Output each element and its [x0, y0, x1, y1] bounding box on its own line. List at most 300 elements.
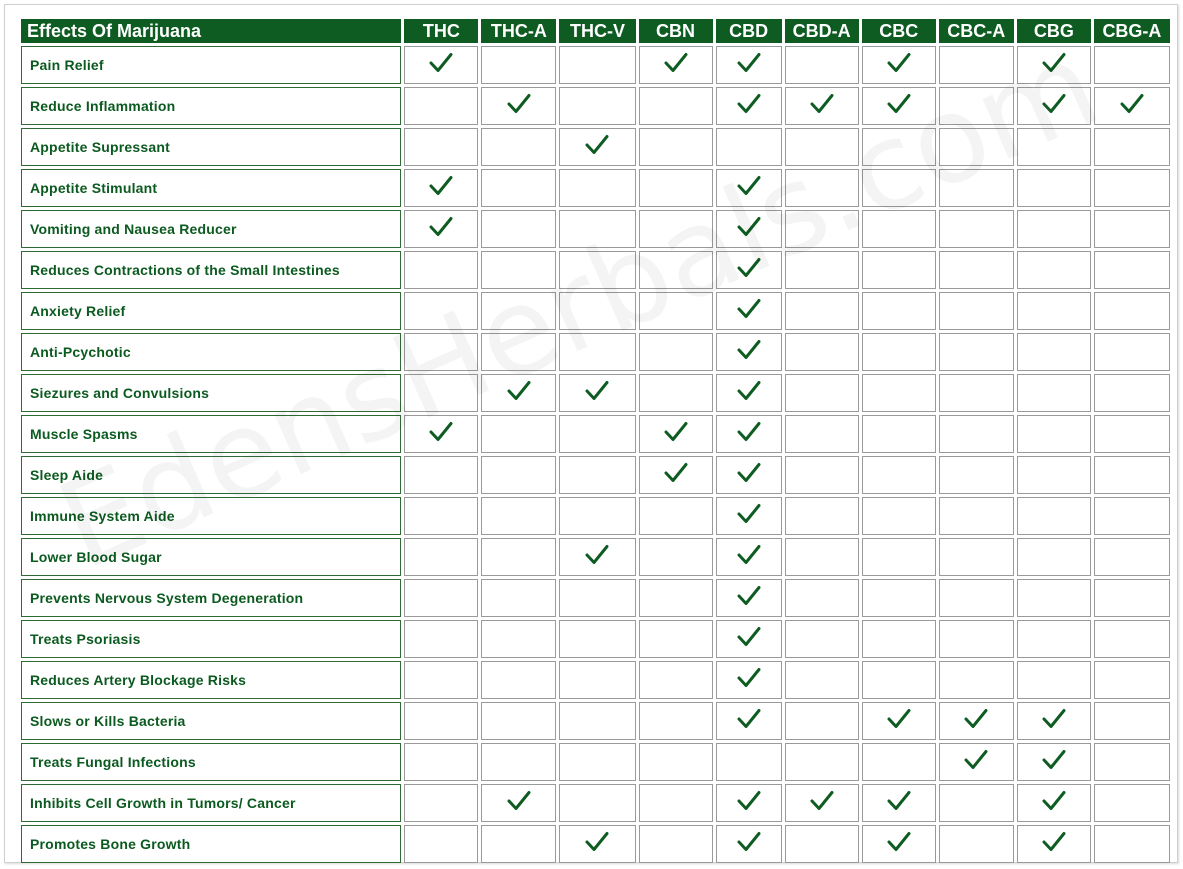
checkmark-icon — [664, 421, 688, 443]
table-cell — [639, 579, 713, 617]
table-cell — [716, 456, 782, 494]
table-cell — [862, 661, 936, 699]
checkmark-icon — [664, 52, 688, 74]
table-cell — [481, 169, 556, 207]
table-row — [21, 579, 1170, 617]
table-cell — [559, 292, 635, 330]
table-cell — [559, 497, 635, 535]
table-cell — [785, 169, 859, 207]
table-cell — [1017, 702, 1091, 740]
checkmark-icon — [887, 831, 911, 853]
table-cell — [559, 87, 635, 125]
table-cell — [716, 333, 782, 371]
table-cell — [716, 702, 782, 740]
table-cell — [1017, 169, 1091, 207]
table-cell — [404, 538, 478, 576]
table-cell — [404, 415, 478, 453]
checkmark-icon — [1042, 749, 1066, 771]
table-cell — [785, 87, 859, 125]
table-cell — [404, 784, 478, 822]
table-row — [21, 620, 1170, 658]
table-cell — [862, 579, 936, 617]
table-cell — [404, 456, 478, 494]
table-row — [21, 46, 1170, 84]
column-header-thc: THC — [404, 19, 478, 43]
checkmark-icon — [737, 831, 761, 853]
table-cell — [1094, 538, 1170, 576]
table-cell — [559, 620, 635, 658]
table-cell — [939, 579, 1014, 617]
table-cell — [785, 538, 859, 576]
table-cell — [481, 579, 556, 617]
table-cell — [1094, 169, 1170, 207]
table-cell — [1017, 415, 1091, 453]
table-cell — [939, 128, 1014, 166]
table-cell — [639, 456, 713, 494]
table-cell — [481, 456, 556, 494]
column-header-cbn: CBN — [639, 19, 713, 43]
table-cell — [404, 128, 478, 166]
table-cell — [862, 333, 936, 371]
effect-label: Reduce Inflammation — [21, 87, 401, 125]
table-title: Effects Of Marijuana — [21, 19, 401, 43]
checkmark-icon — [507, 380, 531, 402]
table-cell — [1017, 825, 1091, 863]
table-cell — [404, 87, 478, 125]
table-cell — [404, 497, 478, 535]
checkmark-icon — [964, 708, 988, 730]
table-cell — [639, 169, 713, 207]
table-cell — [785, 620, 859, 658]
column-header-cbc-a: CBC-A — [939, 19, 1014, 43]
table-cell — [716, 374, 782, 412]
table-cell — [559, 374, 635, 412]
table-cell — [639, 210, 713, 248]
table-cell — [862, 497, 936, 535]
table-cell — [404, 743, 478, 781]
effect-label: Siezures and Convulsions — [21, 374, 401, 412]
table-cell — [939, 46, 1014, 84]
table-cell — [785, 333, 859, 371]
table-cell — [1017, 538, 1091, 576]
table-cell — [862, 169, 936, 207]
table-cell — [639, 497, 713, 535]
table-cell — [1094, 743, 1170, 781]
table-row — [21, 415, 1170, 453]
table-cell — [639, 46, 713, 84]
table-cell — [862, 538, 936, 576]
table-cell — [404, 620, 478, 658]
checkmark-icon — [810, 790, 834, 812]
checkmark-icon — [737, 503, 761, 525]
table-cell — [404, 374, 478, 412]
table-cell — [785, 210, 859, 248]
checkmark-icon — [737, 52, 761, 74]
table-cell — [716, 538, 782, 576]
table-cell — [639, 825, 713, 863]
column-header-thc-a: THC-A — [481, 19, 556, 43]
table-cell — [639, 251, 713, 289]
table-cell — [481, 374, 556, 412]
table-cell — [785, 784, 859, 822]
table-cell — [404, 210, 478, 248]
effect-label: Prevents Nervous System Degeneration — [21, 579, 401, 617]
effect-label: Immune System Aide — [21, 497, 401, 535]
table-cell — [1094, 620, 1170, 658]
checkmark-icon — [1042, 93, 1066, 115]
checkmark-icon — [429, 421, 453, 443]
table-cell — [1094, 415, 1170, 453]
table-cell — [716, 784, 782, 822]
table-cell — [1017, 292, 1091, 330]
checkmark-icon — [664, 462, 688, 484]
table-cell — [716, 210, 782, 248]
table-cell — [862, 456, 936, 494]
checkmark-icon — [737, 626, 761, 648]
table-cell — [785, 251, 859, 289]
table-cell — [481, 620, 556, 658]
table-cell — [1094, 46, 1170, 84]
table-cell — [1017, 46, 1091, 84]
table-cell — [639, 702, 713, 740]
table-cell — [1094, 128, 1170, 166]
table-row — [21, 702, 1170, 740]
table-cell — [862, 210, 936, 248]
checkmark-icon — [737, 298, 761, 320]
table-cell — [785, 46, 859, 84]
table-cell — [785, 702, 859, 740]
table-cell — [785, 128, 859, 166]
table-cell — [481, 87, 556, 125]
table-row — [21, 292, 1170, 330]
table-cell — [639, 743, 713, 781]
table-cell — [404, 702, 478, 740]
table-cell — [481, 333, 556, 371]
checkmark-icon — [429, 216, 453, 238]
table-row — [21, 169, 1170, 207]
table-cell — [939, 784, 1014, 822]
table-cell — [939, 374, 1014, 412]
table-row — [21, 333, 1170, 371]
table-cell — [404, 292, 478, 330]
table-cell — [716, 497, 782, 535]
checkmark-icon — [737, 421, 761, 443]
table-cell — [862, 702, 936, 740]
checkmark-icon — [887, 790, 911, 812]
table-cell — [862, 825, 936, 863]
effect-label: Muscle Spasms — [21, 415, 401, 453]
checkmark-icon — [737, 544, 761, 566]
checkmark-icon — [585, 134, 609, 156]
table-cell — [404, 251, 478, 289]
table-cell — [1017, 579, 1091, 617]
table-cell — [639, 415, 713, 453]
table-cell — [939, 333, 1014, 371]
table-cell — [481, 784, 556, 822]
table-cell — [716, 620, 782, 658]
table-cell — [1094, 456, 1170, 494]
effect-label: Treats Fungal Infections — [21, 743, 401, 781]
column-header-cbc: CBC — [862, 19, 936, 43]
table-cell — [481, 661, 556, 699]
table-cell — [862, 46, 936, 84]
table-cell — [1017, 374, 1091, 412]
table-cell — [559, 538, 635, 576]
checkmark-icon — [737, 667, 761, 689]
table-cell — [559, 579, 635, 617]
table-cell — [939, 87, 1014, 125]
table-row — [21, 87, 1170, 125]
table-cell — [404, 333, 478, 371]
table-cell — [939, 825, 1014, 863]
checkmark-icon — [887, 93, 911, 115]
table-row — [21, 784, 1170, 822]
table-cell — [785, 579, 859, 617]
table-row — [21, 497, 1170, 535]
table-row — [21, 210, 1170, 248]
table-cell — [862, 620, 936, 658]
effect-label: Vomiting and Nausea Reducer — [21, 210, 401, 248]
table-cell — [716, 661, 782, 699]
column-header-cbg-a: CBG-A — [1094, 19, 1170, 43]
table-cell — [785, 415, 859, 453]
column-header-cbd: CBD — [716, 19, 782, 43]
table-cell — [939, 702, 1014, 740]
table-cell — [716, 579, 782, 617]
table-cell — [639, 128, 713, 166]
table-cell — [785, 456, 859, 494]
table-cell — [939, 497, 1014, 535]
checkmark-icon — [1042, 831, 1066, 853]
table-cell — [481, 497, 556, 535]
table-cell — [862, 743, 936, 781]
table-cell — [939, 292, 1014, 330]
table-cell — [862, 784, 936, 822]
table-cell — [481, 292, 556, 330]
table-cell — [481, 210, 556, 248]
effect-label: Sleep Aide — [21, 456, 401, 494]
table-cell — [639, 292, 713, 330]
table-cell — [481, 743, 556, 781]
table-cell — [639, 661, 713, 699]
table-row — [21, 128, 1170, 166]
table-cell — [716, 825, 782, 863]
table-cell — [404, 46, 478, 84]
table-cell — [939, 169, 1014, 207]
table-cell — [1094, 251, 1170, 289]
checkmark-icon — [737, 708, 761, 730]
table-cell — [939, 743, 1014, 781]
table-cell — [939, 620, 1014, 658]
table-cell — [1017, 784, 1091, 822]
table-cell — [639, 620, 713, 658]
table-row — [21, 825, 1170, 863]
effect-label: Anxiety Relief — [21, 292, 401, 330]
table-cell — [639, 333, 713, 371]
table-cell — [716, 128, 782, 166]
table-frame — [4, 4, 1178, 863]
table-cell — [404, 169, 478, 207]
table-cell — [785, 825, 859, 863]
table-cell — [785, 743, 859, 781]
effect-label: Slows or Kills Bacteria — [21, 702, 401, 740]
table-cell — [716, 743, 782, 781]
table-body — [21, 46, 1170, 863]
table-cell — [1094, 579, 1170, 617]
checkmark-icon — [810, 93, 834, 115]
checkmark-icon — [1042, 52, 1066, 74]
effect-label: Anti-Pcychotic — [21, 333, 401, 371]
table-cell — [559, 169, 635, 207]
table-cell — [1094, 825, 1170, 863]
checkmark-icon — [737, 380, 761, 402]
checkmark-icon — [737, 339, 761, 361]
table-cell — [559, 702, 635, 740]
table-cell — [481, 46, 556, 84]
table-cell — [1017, 497, 1091, 535]
table-cell — [862, 292, 936, 330]
checkmark-icon — [887, 52, 911, 74]
table-cell — [639, 538, 713, 576]
table-cell — [1094, 292, 1170, 330]
table-cell — [1017, 251, 1091, 289]
table-cell — [404, 661, 478, 699]
checkmark-icon — [429, 52, 453, 74]
table-cell — [1017, 333, 1091, 371]
effect-label: Lower Blood Sugar — [21, 538, 401, 576]
effect-label: Promotes Bone Growth — [21, 825, 401, 863]
table-cell — [559, 825, 635, 863]
table-cell — [716, 292, 782, 330]
table-cell — [1017, 128, 1091, 166]
checkmark-icon — [1042, 790, 1066, 812]
table-cell — [939, 415, 1014, 453]
checkmark-icon — [585, 380, 609, 402]
column-header-cbd-a: CBD-A — [785, 19, 859, 43]
table-row — [21, 538, 1170, 576]
effect-label: Inhibits Cell Growth in Tumors/ Cancer — [21, 784, 401, 822]
column-header-thc-v: THC-V — [559, 19, 635, 43]
table-cell — [1017, 87, 1091, 125]
checkmark-icon — [737, 257, 761, 279]
checkmark-icon — [429, 175, 453, 197]
table-cell — [785, 292, 859, 330]
table-cell — [481, 251, 556, 289]
checkmark-icon — [737, 790, 761, 812]
effect-label: Reduces Contractions of the Small Intestines — [21, 251, 401, 289]
table-cell — [1017, 620, 1091, 658]
table-row — [21, 743, 1170, 781]
table-row — [21, 456, 1170, 494]
table-row — [21, 661, 1170, 699]
table-cell — [559, 46, 635, 84]
table-cell — [559, 784, 635, 822]
table-cell — [716, 87, 782, 125]
table-cell — [1094, 784, 1170, 822]
table-cell — [559, 210, 635, 248]
table-cell — [1094, 661, 1170, 699]
checkmark-icon — [737, 93, 761, 115]
table-cell — [716, 46, 782, 84]
table-cell — [559, 743, 635, 781]
table-cell — [481, 702, 556, 740]
checkmark-icon — [964, 749, 988, 771]
checkmark-icon — [737, 175, 761, 197]
effect-label: Appetite Stimulant — [21, 169, 401, 207]
header-row — [21, 19, 1170, 43]
checkmark-icon — [737, 585, 761, 607]
table-cell — [481, 128, 556, 166]
table-cell — [862, 415, 936, 453]
effects-table — [18, 16, 1173, 866]
checkmark-icon — [887, 708, 911, 730]
table-row — [21, 251, 1170, 289]
table-cell — [404, 825, 478, 863]
table-cell — [862, 87, 936, 125]
table-row — [21, 374, 1170, 412]
table-cell — [1094, 497, 1170, 535]
table-cell — [559, 456, 635, 494]
table-cell — [716, 169, 782, 207]
table-cell — [639, 784, 713, 822]
checkmark-icon — [507, 93, 531, 115]
table-cell — [716, 415, 782, 453]
checkmark-icon — [585, 544, 609, 566]
table-cell — [716, 251, 782, 289]
effect-label: Treats Psoriasis — [21, 620, 401, 658]
table-cell — [862, 374, 936, 412]
checkmark-icon — [1042, 708, 1066, 730]
table-cell — [1094, 333, 1170, 371]
effect-label: Appetite Supressant — [21, 128, 401, 166]
table-cell — [1017, 661, 1091, 699]
table-cell — [639, 374, 713, 412]
table-cell — [1017, 743, 1091, 781]
effect-label: Reduces Artery Blockage Risks — [21, 661, 401, 699]
effect-label: Pain Relief — [21, 46, 401, 84]
table-cell — [785, 374, 859, 412]
table-cell — [939, 456, 1014, 494]
table-cell — [559, 333, 635, 371]
table-cell — [1094, 87, 1170, 125]
checkmark-icon — [1120, 93, 1144, 115]
table-cell — [862, 251, 936, 289]
checkmark-icon — [737, 462, 761, 484]
checkmark-icon — [585, 831, 609, 853]
checkmark-icon — [737, 216, 761, 238]
table-cell — [559, 415, 635, 453]
table-cell — [1094, 374, 1170, 412]
table-cell — [862, 128, 936, 166]
table-cell — [481, 538, 556, 576]
table-cell — [481, 825, 556, 863]
table-cell — [785, 497, 859, 535]
table-cell — [404, 579, 478, 617]
table-cell — [939, 210, 1014, 248]
table-cell — [1094, 702, 1170, 740]
table-cell — [559, 251, 635, 289]
table-cell — [939, 661, 1014, 699]
table-cell — [785, 661, 859, 699]
table-cell — [481, 415, 556, 453]
column-header-cbg: CBG — [1017, 19, 1091, 43]
table-cell — [559, 128, 635, 166]
table-cell — [939, 538, 1014, 576]
table-cell — [1017, 456, 1091, 494]
table-cell — [1017, 210, 1091, 248]
table-cell — [559, 661, 635, 699]
table-cell — [639, 87, 713, 125]
